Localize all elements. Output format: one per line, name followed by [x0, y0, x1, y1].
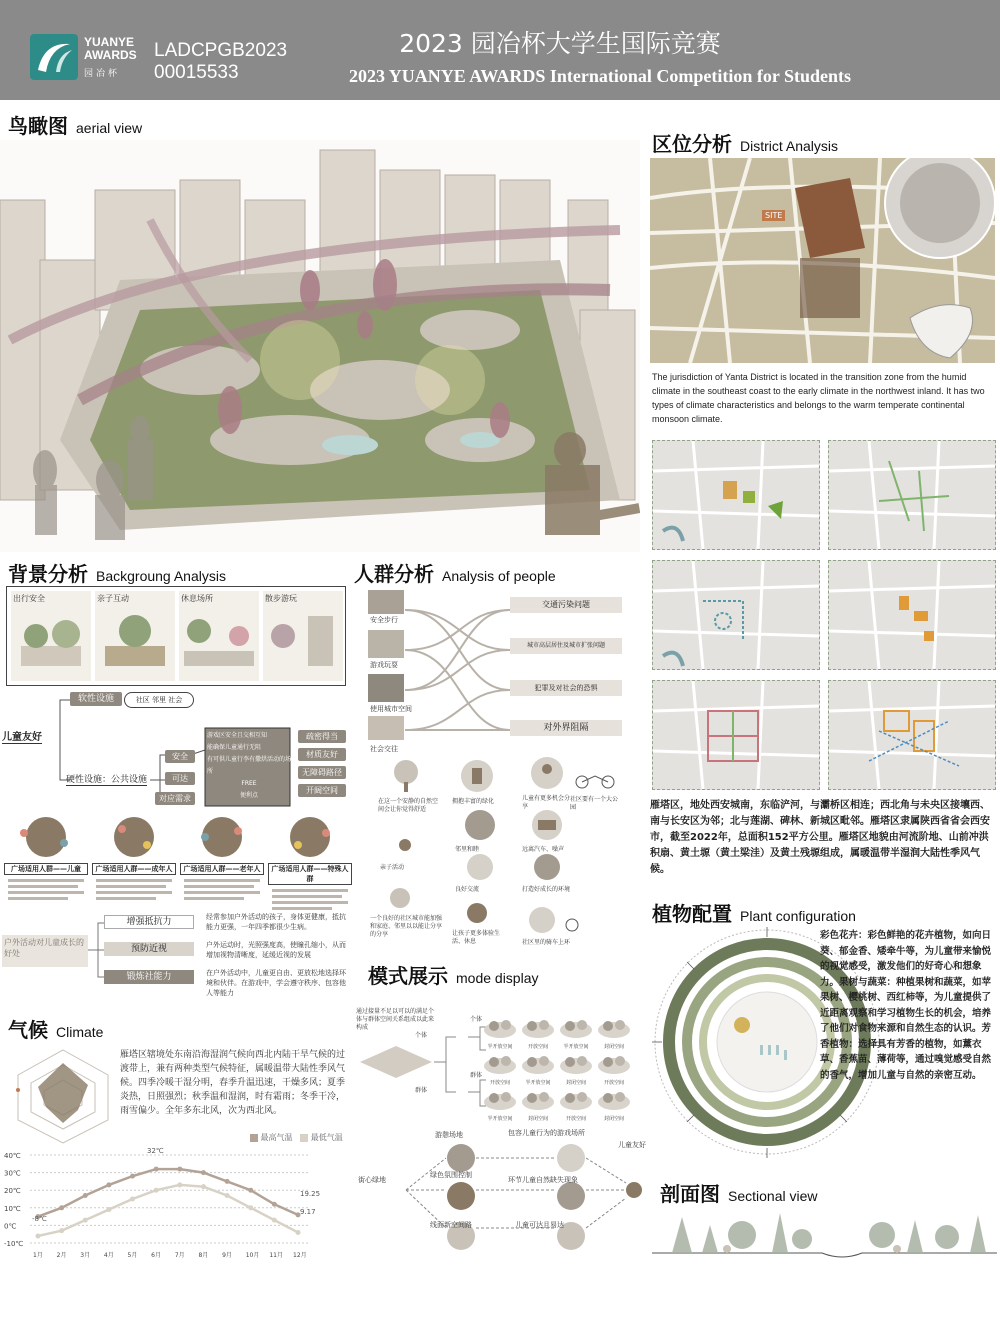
mode-cell-label: 半开放空间: [563, 1044, 589, 1050]
people-icon-12: 社区里的骑车上环: [522, 905, 592, 947]
mode-cell: [482, 1088, 518, 1123]
data-point: [83, 1218, 88, 1223]
flow-7: 线面新空间路: [430, 1221, 472, 1229]
data-point: [59, 1228, 64, 1233]
mode-cell-label: 开放空间: [527, 1044, 548, 1050]
mode-cell-label: 开放空间: [489, 1080, 510, 1086]
benefit-left: 户外活动对儿童成长的好处: [2, 935, 88, 967]
climate-heading: 气候 Climate: [8, 1018, 104, 1042]
y-tick-label: -10℃: [4, 1240, 24, 1248]
tag-open-space: 开阔空间: [298, 784, 346, 797]
data-point: [106, 1182, 111, 1187]
people-right-1: 交通污染问题: [510, 597, 622, 613]
series-line-1: [38, 1185, 298, 1236]
group-elderly: 广场适用人群——老年人: [180, 815, 264, 909]
y-tick-label: 0℃: [4, 1222, 17, 1231]
people-right-3: 犯罪及对社会的恐惧: [510, 680, 622, 696]
mode-cell-label: 封闭空间: [527, 1116, 548, 1122]
group-special: 广场适用人群——特殊人群: [268, 815, 352, 919]
people-right-4: 对外界阻隔: [510, 720, 622, 736]
section-heading: 剖面图 Sectional view: [660, 1182, 818, 1206]
x-tick-label: 8月: [198, 1252, 209, 1259]
bg-card-1: 出行安全: [11, 591, 91, 681]
tag-barrier-free: 无障碍路径: [298, 766, 346, 779]
flow-1: 游憩场地: [435, 1131, 463, 1139]
bg-card-3: 休息场所: [179, 591, 259, 681]
y-tick-label: 40℃: [4, 1152, 21, 1160]
benefit-2-desc: 户外运动时，光照强度高，使瞳孔缩小，从而增加视物清晰度，延缓近视的发展: [206, 941, 346, 959]
plants-text: 彩色花卉：彩色鲜艳的花卉植物，如向日葵、郁金香、矮牵牛等，为儿童带来愉悦的视觉感受，激发他们的好奇心和想象力。果树与蔬菜：种植果树和蔬菜，如苹果树、樱桃树、西红柿等，为儿童提供了近距离观察和学习植物生长的机会，培养了他们对食物来源和自然生态的认识。芳香植物：选择具有芳香的植物，如薰衣草、香蕉苗、薄荷等，通过嗅觉感受自然的香气，增加儿童与自然的亲密互动。: [820, 930, 992, 1081]
data-point: [106, 1207, 111, 1212]
flow-2: 包容儿童行为的游戏场所: [508, 1129, 585, 1137]
mode-cell-label: 半开放空间: [487, 1116, 513, 1122]
x-tick-label: 4月: [103, 1252, 114, 1259]
mindmap-needs: 对应需求: [155, 792, 195, 805]
mindmap-safe: 安全: [165, 750, 195, 763]
x-tick-label: 5月: [127, 1252, 138, 1259]
mindmap-soft: 软性设施: [70, 692, 122, 706]
x-tick-label: 3月: [80, 1252, 91, 1259]
district-map-1: [652, 440, 820, 550]
district-map: [650, 158, 995, 363]
start-label: -8℃: [32, 1215, 47, 1223]
mode-cell-label: 封闭空间: [603, 1044, 624, 1050]
logo-wordmark: YUANYE AWARDS: [84, 35, 137, 62]
site-label: SITE: [762, 210, 785, 221]
tag-material: 材质友好: [298, 748, 346, 761]
data-point: [201, 1170, 206, 1175]
mode-cell: [558, 1016, 594, 1051]
group-children: 广场适用人群——儿童: [4, 815, 88, 909]
district-map-3: [652, 560, 820, 670]
y-tick-label: 20℃: [4, 1187, 21, 1196]
mode-label-4: 群体: [470, 1072, 483, 1079]
data-point: [248, 1188, 253, 1193]
people-photo-4: [368, 716, 404, 740]
mode-cell: [482, 1016, 518, 1051]
people-left-2: 游戏玩耍: [370, 661, 398, 669]
x-tick-label: 11月: [269, 1252, 284, 1259]
people-icon-7: 亲子活动: [380, 830, 430, 872]
mode-cell-label: 半开放空间: [525, 1080, 551, 1086]
mode-cell-label: 开放空间: [565, 1116, 586, 1122]
peak-label: 32℃: [147, 1147, 164, 1155]
people-icon-4: 社区要有一个大公园: [570, 772, 620, 812]
data-point: [201, 1184, 206, 1189]
mode-left-note: 通过接量不足以可以的满足个体与群体空间关系组成以此来构成: [356, 1008, 435, 1031]
flow-6: 环节儿童自然缺失现象: [508, 1176, 578, 1184]
mindmap-hard: 硬性设施：公共设施: [66, 772, 147, 786]
data-point: [272, 1218, 277, 1223]
mode-label-2: 群体: [415, 1087, 428, 1094]
x-tick-label: 12月: [293, 1252, 307, 1259]
mindmap-hard-desc: 游戏区安全且交相互知 能确保儿童通行无阻 有可供儿童行李有撒烘活动的场所 FREE 便利点: [207, 732, 292, 799]
mode-cell: [520, 1088, 556, 1123]
mode-label-1: 个体: [415, 1032, 428, 1039]
people-icon-6: 远离汽车、噪声: [522, 808, 572, 854]
mindmap-reach: 可达: [165, 772, 195, 785]
data-point: [83, 1193, 88, 1198]
people-icon-10: 一个良好的社区城市能加强和家庭、邻里以以能让分享的分享: [370, 885, 442, 939]
mode-cell: [596, 1016, 632, 1051]
mode-label-3: 个体: [470, 1016, 483, 1023]
mode-cell: [520, 1052, 556, 1087]
people-left-4: 社会交往: [370, 745, 398, 753]
data-point: [59, 1205, 64, 1210]
people-left-1: 安全步行: [370, 616, 398, 624]
flow-5: 绿色氛围控制: [430, 1171, 472, 1179]
district-text-cn: 雁塔区，地处西安城南，东临浐河，与灞桥区相连；西北角与未央区接壤西、南与长安区为邻；北与莲湖、碑林、新城区毗邻。雁塔区隶属陕西省省会西安市，截至2022年，总面积152平方公里。雁塔区地貌由河流阶地、山前冲洪积扇、黄土塬（黄土梁洼）及黄土残塬组成，属暖温带半湿润大陆性季风气候。: [650, 800, 990, 875]
district-heading: 区位分析 District Analysis: [652, 132, 839, 156]
aerial-render: [0, 140, 640, 552]
page-title-cn: 2023 园冶杯大学生国际竞赛: [399, 29, 721, 58]
people-photo-1: [368, 590, 404, 614]
mode-cell: [558, 1052, 594, 1087]
x-tick-label: 6月: [151, 1252, 162, 1259]
people-photo-2: [368, 630, 404, 658]
bg-card-2: 亲子互动: [95, 591, 175, 681]
mode-cell: [596, 1052, 632, 1087]
legend-high-swatch: [250, 1134, 258, 1142]
people-left-3: 使用城市空间: [370, 705, 412, 713]
x-tick-label: 9月: [222, 1252, 232, 1259]
group-adults: 广场适用人群——成年人: [92, 815, 176, 909]
people-photo-3: [368, 674, 404, 702]
tag-density: 疏密得当: [298, 730, 346, 743]
data-point: [130, 1174, 135, 1179]
data-point: [225, 1179, 230, 1184]
benefit-1-desc: 经常参加户外活动的孩子，身体更健康，抵抗能力更强，一年四季都很少生病。: [206, 913, 346, 931]
page-title-en: 2023 YUANYE AWARDS International Competition for Students: [348, 66, 852, 86]
plants-heading: 植物配置 Plant configuration: [652, 902, 856, 926]
background-heading: 背景分析 Backgroung Analysis: [8, 562, 226, 586]
flow-3: 儿童友好: [618, 1141, 646, 1149]
mode-cell-label: 开放空间: [603, 1080, 624, 1086]
background-cards: [6, 586, 346, 686]
people-icon-1: 在这一个安静的自然空间会让你觉得舒适: [378, 758, 438, 814]
data-point: [225, 1193, 230, 1198]
data-point: [248, 1205, 253, 1210]
y-tick-label: 10℃: [4, 1204, 21, 1213]
end-high-label: 19.25: [300, 1190, 321, 1198]
data-point: [272, 1202, 277, 1207]
data-point: [130, 1197, 135, 1202]
x-tick-label: 7月: [174, 1252, 185, 1259]
mode-cell-label: 封闭空间: [565, 1080, 586, 1086]
aerial-heading: 鸟瞰图 aerial view: [8, 114, 143, 138]
benefit-3-name: 锻炼社能力: [104, 970, 194, 984]
district-map-4: [828, 560, 996, 670]
mode-cell: [482, 1052, 518, 1087]
district-map-5: [652, 680, 820, 790]
mode-cell: [520, 1016, 556, 1051]
mindmap-root: 儿童友好: [2, 728, 42, 744]
mode-cell: [558, 1088, 594, 1123]
bg-card-4: 散步游玩: [263, 591, 343, 681]
district-text-en: The jurisdiction of Yanta District is located in the transition zone from the humid climate in the southeast coast to the early climate in the northwest inland. It has two types of climate characteristics and belongs to the warm temperate continental monsoon climate.: [652, 372, 985, 424]
flow-8: 儿童可达且易达: [515, 1221, 564, 1229]
people-heading: 人群分析 Analysis of people: [354, 562, 556, 586]
temperature-chart: [0, 1145, 350, 1260]
benefit-3-desc: 在户外活动中，儿童更自由、更放松地选择环境和伙伴。在游戏中，学会遵守秩序、包容他人等能力: [206, 969, 346, 997]
data-point: [177, 1167, 182, 1172]
series-line-0: [38, 1169, 298, 1217]
people-icon-9: 打造好成长的环境: [522, 852, 572, 894]
people-icon-5: 邻里和睦: [455, 808, 505, 854]
logo-cn: 园冶杯: [84, 69, 121, 79]
wind-rose: [8, 1045, 118, 1145]
entry-code: LADCPGB2023 00015533: [154, 40, 288, 83]
data-point: [154, 1188, 159, 1193]
y-tick-label: 30℃: [4, 1169, 21, 1178]
flow-4: 街心绿地: [358, 1176, 386, 1184]
people-icon-2: 拥抱丰富的绿化: [452, 758, 502, 806]
x-tick-label: 2月: [56, 1252, 67, 1259]
district-map-2: [828, 440, 996, 550]
data-point: [36, 1233, 41, 1238]
people-icon-3: 儿童有更多机会分享: [522, 755, 572, 811]
data-point: [154, 1167, 159, 1172]
data-point: [296, 1230, 301, 1235]
mode-heading: 模式展示 mode display: [368, 964, 539, 988]
mode-cell-label: 半开放空间: [487, 1044, 513, 1050]
climate-text: 雁塔区辖境处东南沿海湿润气候向西北内陆干旱气候的过渡带上，兼有两种类型气候特征，属暖温带大陆性季风气候。四季冷暖干湿分明，春季升温迅速，干燥多风；夏季炎热，日照强烈；秋季温和湿润，时有霜雨；冬季干冷，雨雪偏少。全年多东北风，次为西北风。: [120, 1050, 346, 1116]
mode-cell: [596, 1088, 632, 1123]
climate-legend: 最高气温 最低气温: [250, 1132, 343, 1143]
data-point: [177, 1182, 182, 1187]
mindmap-soft-items: 社区 邻里 社会: [124, 692, 194, 708]
people-right-2: 城市高层居住及城市扩张问题: [510, 638, 622, 654]
people-icon-8: 良好交流: [455, 852, 505, 894]
mode-cell-label: 封闭空间: [603, 1116, 624, 1122]
benefit-2-name: 预防近视: [104, 942, 194, 956]
legend-low-swatch: [300, 1134, 308, 1142]
district-map-6: [828, 680, 996, 790]
end-low-label: 9.17: [300, 1208, 316, 1216]
x-tick-label: 1月: [33, 1252, 43, 1259]
benefit-1-name: 增强抵抗力: [104, 915, 194, 929]
people-icon-11: 让孩子更多体验生活、休息: [452, 900, 502, 946]
section-drawing: [652, 1205, 997, 1265]
x-tick-label: 10月: [245, 1252, 260, 1259]
